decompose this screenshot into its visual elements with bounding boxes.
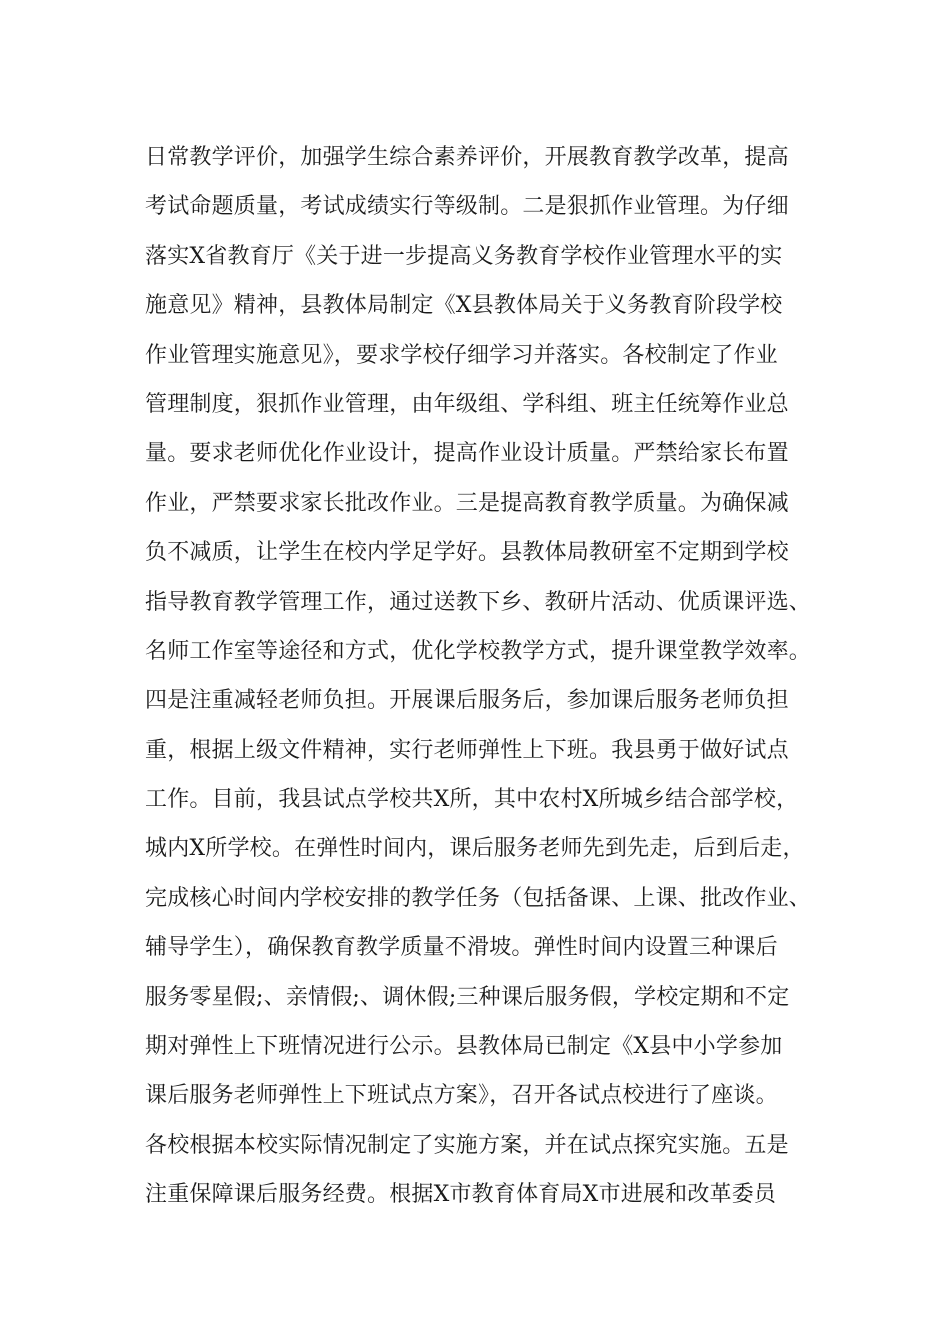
text-line-1: 日常教学评价，加强学生综合素养评价，开展教育教学改革，提高 [145, 145, 789, 170]
text-line-17: 辅导学生），确保教育教学质量不滑坡。弹性时间内设置三种课后 [145, 935, 778, 961]
text-line-9: 负不减质，让学生在校内学足学好。县教体局教研室不定期到学校 [145, 540, 789, 566]
text-line-11: 名师工作室等途径和方式，优化学校教学方式，提升课堂教学效率。 [145, 638, 812, 664]
text-line-10: 指导教育教学管理工作，通过送教下乡、教研片活动、优质课评选、 [145, 589, 812, 615]
text-line-12: 四是注重减轻老师负担。开展课后服务后，参加课后服务老师负担 [145, 688, 789, 714]
text-line-16: 完成核心时间内学校安排的教学任务（包括备课、上课、批改作业、 [145, 885, 812, 911]
text-line-18: 服务零星假;、亲情假;、调休假;三种课后服务假，学校定期和不定 [145, 984, 790, 1010]
text-line-13: 重，根据上级文件精神，实行老师弹性上下班。我县勇于做好试点 [145, 737, 789, 763]
text-line-5: 作业管理实施意见》，要求学校仔细学习并落实。各校制定了作业 [145, 342, 778, 368]
text-line-21: 各校根据本校实际情况制定了实施方案，并在试点探究实施。五是 [145, 1132, 789, 1158]
text-line-22: 注重保障课后服务经费。根据X市教育体育局X市进展和改革委员 [145, 1182, 777, 1208]
text-line-15: 城内X所学校。在弹性时间内，课后服务老师先到先走，后到后走， [145, 836, 805, 862]
text-line-7: 量。要求老师优化作业设计，提高作业设计质量。严禁给家长布置 [145, 441, 789, 467]
text-line-3: 落实X省教育厅《关于进一步提高义务教育学校作业管理水平的实 [145, 243, 783, 269]
text-line-8: 作业，严禁要求家长批改作业。三是提高教育教学质量。为确保减 [145, 490, 789, 516]
text-line-6: 管理制度，狠抓作业管理，由年级组、学科组、班主任统筹作业总 [145, 391, 789, 417]
text-line-19: 期对弹性上下班情况进行公示。县教体局已制定《X县中小学参加 [145, 1034, 783, 1060]
text-line-20: 课后服务老师弹性上下班试点方案》，召开各试点校进行了座谈。 [145, 1083, 778, 1109]
text-line-2: 考试命题质量，考试成绩实行等级制。二是狠抓作业管理。为仔细 [145, 194, 789, 220]
text-line-14: 工作。目前，我县试点学校共X所，其中农村X所城乡结合部学校， [145, 787, 799, 813]
body-text [145, 133, 825, 1220]
text-line-4: 施意见》精神，县教体局制定《X县教体局关于义务教育阶段学校 [145, 293, 783, 319]
